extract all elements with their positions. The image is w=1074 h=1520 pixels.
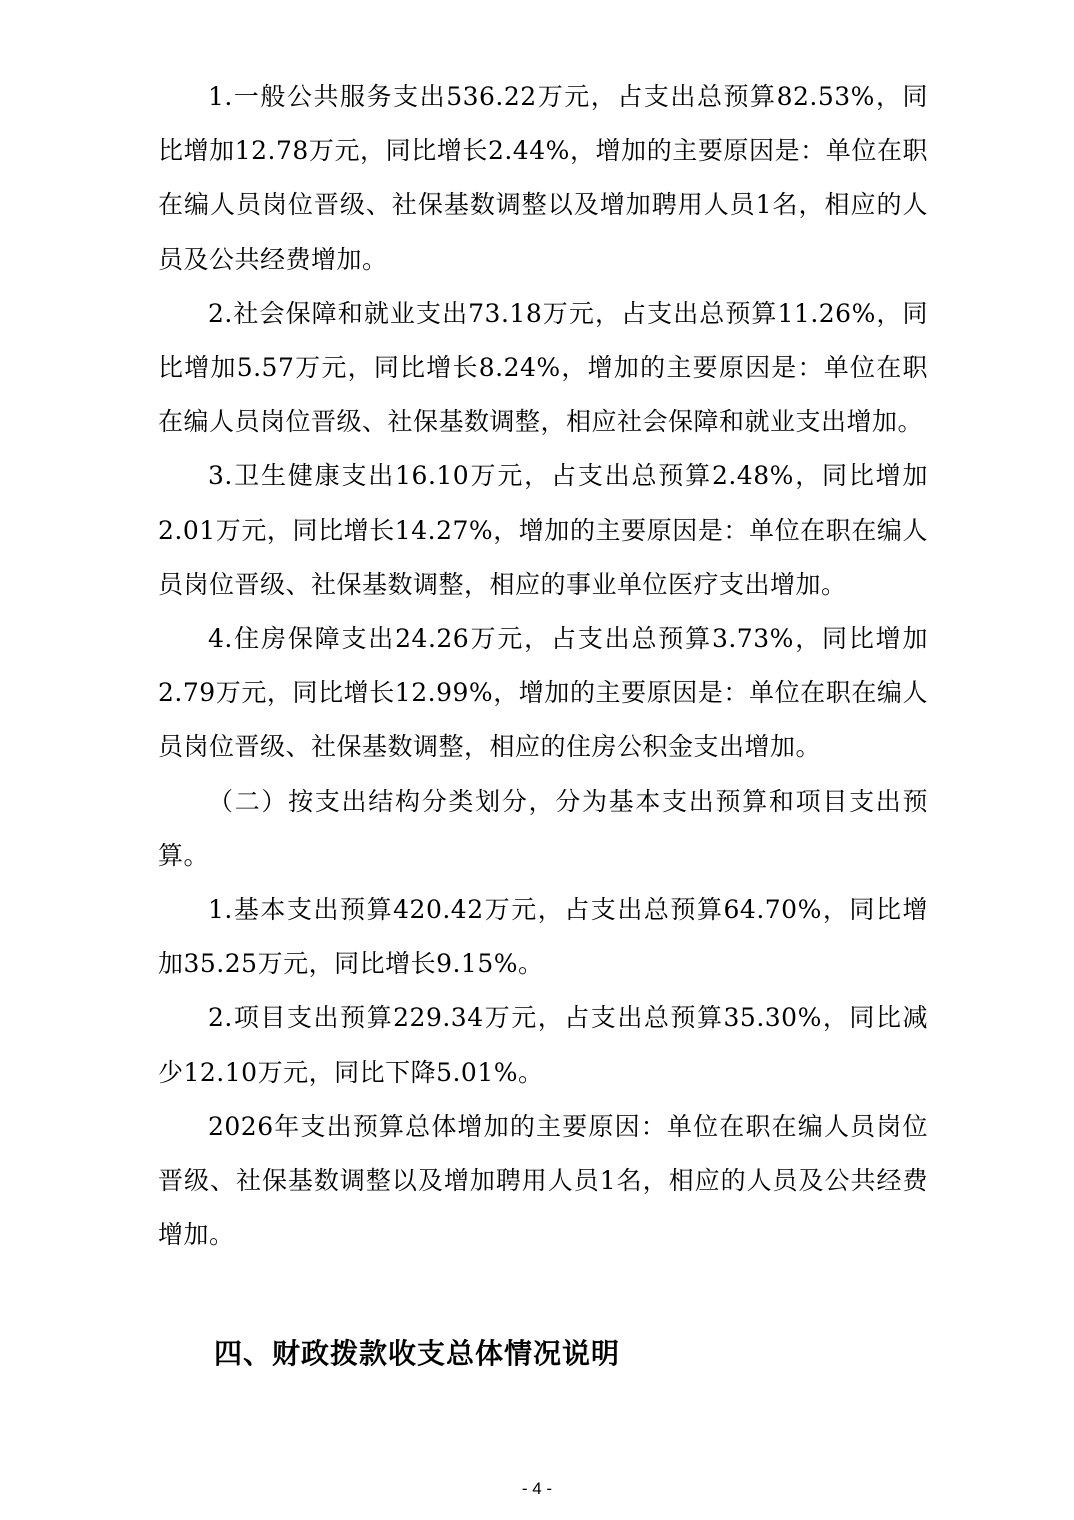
section-heading: 四、财政拨款收支总体情况说明 bbox=[214, 1337, 621, 1370]
body-text bbox=[158, 70, 928, 1262]
paragraph-health: 3.卫生健康支出16.10万元，占支出总预算2.48%，同比增加2.01万元，同比增长14.27%，增加的主要原因是：单位在职在编人员岗位晋级、社保基数调整，相应的事业单位医疗支出增加。 bbox=[158, 461, 928, 599]
paragraph-overall-reason: 2026年支出预算总体增加的主要原因：单位在职在编人员岗位晋级、社保基数调整以及增加聘用人员1名，相应的人员及公共经费增加。 bbox=[158, 1111, 928, 1250]
paragraph-housing: 4.住房保障支出24.26万元，占支出总预算3.73%，同比增加2.79万元，同比增长12.99%，增加的主要原因是：单位在职在编人员岗位晋级、社保基数调整，相应的住房公积金支出增加。 bbox=[158, 624, 928, 762]
paragraph-basic-expenditure: 1.基本支出预算420.42万元，占支出总预算64.70%，同比增加35.25万元，同比增长9.15%。 bbox=[158, 895, 928, 979]
paragraph-structure-classification: （二）按支出结构分类划分，分为基本支出预算和项目支出预算。 bbox=[158, 786, 928, 870]
paragraph-social-security: 2.社会保障和就业支出73.18万元，占支出总预算11.26%，同比增加5.57万元，同比增长8.24%，增加的主要原因是：单位在职在编人员岗位晋级、社保基数调整，相应社会保障和就业支出增加。 bbox=[158, 298, 928, 437]
paragraph-project-expenditure: 2.项目支出预算229.34万元，占支出总预算35.30%，同比减少12.10万元，同比下降5.01%。 bbox=[158, 1003, 928, 1087]
page-number: - 4 - bbox=[521, 1479, 553, 1498]
paragraph-general-public-services: 1.一般公共服务支出536.22万元，占支出总预算82.53%，同比增加12.78万元，同比增长2.44%，增加的主要原因是：单位在职在编人员岗位晋级、社保基数调整以及增加聘用人员1名，相应的人员及公共经费增加。 bbox=[158, 82, 928, 274]
